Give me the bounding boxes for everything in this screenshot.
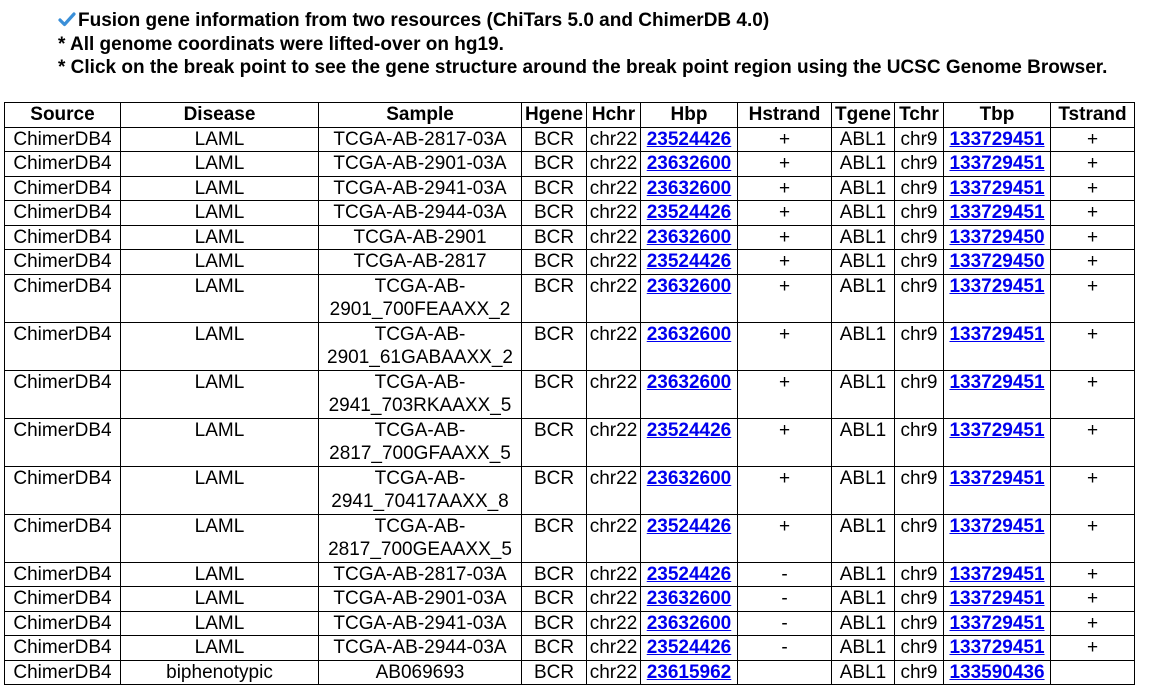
tbp-breakpoint-link[interactable]: 133729451 [949, 563, 1045, 585]
cell-tbp [944, 152, 1051, 177]
cell-hchr: chr22 [587, 466, 641, 514]
cell-hbp [641, 274, 738, 322]
cell-hstrand: + [738, 322, 832, 370]
cell-hstrand: + [738, 152, 832, 177]
cell-tstrand: + [1051, 274, 1135, 322]
table-row [5, 611, 1135, 636]
cell-tstrand: + [1051, 466, 1135, 514]
cell-hchr: chr22 [587, 176, 641, 201]
cell-hgene: BCR [522, 611, 587, 636]
cell-hgene: BCR [522, 466, 587, 514]
tbp-breakpoint-link[interactable]: 133729451 [949, 371, 1045, 393]
tbp-breakpoint-link[interactable]: 133729451 [949, 588, 1045, 609]
cell-sample: TCGA-AB-2901 [319, 225, 522, 250]
hbp-breakpoint-link[interactable]: 23524426 [646, 563, 732, 585]
cell-hchr: chr22 [587, 611, 641, 636]
hbp-breakpoint-link[interactable]: 23632600 [646, 177, 732, 199]
hbp-breakpoint-link[interactable]: 23615962 [646, 661, 732, 683]
cell-tstrand: + [1051, 225, 1135, 250]
tbp-breakpoint-link[interactable]: 133729451 [949, 515, 1045, 537]
cell-tchr: chr9 [895, 466, 944, 514]
cell-hstrand: + [738, 127, 832, 152]
cell-tstrand: + [1051, 562, 1135, 587]
fusion-table-body [5, 127, 1135, 685]
cell-tgene: ABL1 [832, 562, 895, 587]
cell-disease: LAML [121, 176, 319, 201]
cell-source: ChimerDB4 [5, 250, 121, 275]
col-header-tstrand: Tstrand [1051, 103, 1135, 128]
cell-hgene: BCR [522, 201, 587, 226]
hbp-breakpoint-link[interactable]: 23524426 [646, 251, 732, 272]
cell-tgene: ABL1 [832, 201, 895, 226]
col-header-tgene: Tgene [832, 103, 895, 128]
cell-tchr: chr9 [895, 322, 944, 370]
table-row [5, 274, 1135, 322]
table-row [5, 201, 1135, 226]
cell-tgene: ABL1 [832, 370, 895, 418]
cell-disease: LAML [121, 636, 319, 661]
cell-hbp [641, 660, 738, 685]
cell-tstrand: + [1051, 176, 1135, 201]
cell-hstrand: + [738, 250, 832, 275]
hbp-breakpoint-link[interactable]: 23524426 [646, 128, 732, 150]
cell-disease: LAML [121, 611, 319, 636]
cell-hgene: BCR [522, 418, 587, 466]
cell-tgene: ABL1 [832, 274, 895, 322]
cell-tbp [944, 250, 1051, 275]
cell-sample: TCGA-AB- 2817_700GEAAXX_5 [319, 514, 522, 562]
hbp-breakpoint-link[interactable]: 23524426 [646, 419, 732, 441]
header-row [5, 103, 1135, 128]
cell-sample: TCGA-AB-2941-03A [319, 611, 522, 636]
cell-disease: LAML [121, 418, 319, 466]
table-row [5, 127, 1135, 152]
cell-source: ChimerDB4 [5, 176, 121, 201]
cell-hchr: chr22 [587, 562, 641, 587]
cell-source: ChimerDB4 [5, 562, 121, 587]
cell-tgene: ABL1 [832, 322, 895, 370]
cell-source: ChimerDB4 [5, 152, 121, 177]
cell-hchr: chr22 [587, 636, 641, 661]
cell-hchr: chr22 [587, 587, 641, 612]
cell-tchr: chr9 [895, 587, 944, 612]
cell-sample: TCGA-AB- 2901_700FEAAXX_2 [319, 274, 522, 322]
cell-tstrand: + [1051, 201, 1135, 226]
cell-hchr: chr22 [587, 418, 641, 466]
cell-hgene: BCR [522, 660, 587, 685]
cell-tstrand: + [1051, 127, 1135, 152]
tbp-breakpoint-link[interactable]: 133729451 [949, 467, 1045, 489]
cell-hstrand: - [738, 562, 832, 587]
cell-tbp [944, 201, 1051, 226]
cell-disease: LAML [121, 562, 319, 587]
cell-tchr: chr9 [895, 250, 944, 275]
col-header-hgene: Hgene [522, 103, 587, 128]
cell-hbp [641, 370, 738, 418]
header-line-1 [58, 9, 1138, 33]
cell-hstrand: + [738, 176, 832, 201]
cell-hstrand: + [738, 514, 832, 562]
cell-hstrand: + [738, 418, 832, 466]
cell-sample: TCGA-AB- 2941_70417AAXX_8 [319, 466, 522, 514]
cell-tbp [944, 176, 1051, 201]
hbp-breakpoint-link[interactable]: 23524426 [646, 515, 732, 537]
cell-sample: TCGA-AB- 2817_700GFAAXX_5 [319, 418, 522, 466]
cell-hstrand [738, 660, 832, 685]
cell-tchr: chr9 [895, 152, 944, 177]
cell-source: ChimerDB4 [5, 225, 121, 250]
cell-tchr: chr9 [895, 660, 944, 685]
cell-source: ChimerDB4 [5, 636, 121, 661]
cell-hstrand: + [738, 201, 832, 226]
table-row [5, 466, 1135, 514]
header-line-2: * All genome coordinats were lifted-over on hg19. [58, 33, 504, 55]
cell-hbp [641, 127, 738, 152]
cell-tstrand: + [1051, 322, 1135, 370]
cell-tstrand: + [1051, 250, 1135, 275]
cell-tbp [944, 562, 1051, 587]
tbp-breakpoint-link[interactable]: 133729451 [949, 128, 1045, 150]
cell-hchr: chr22 [587, 152, 641, 177]
table-row [5, 636, 1135, 661]
fusion-table [4, 102, 1135, 685]
cell-source: ChimerDB4 [5, 322, 121, 370]
cell-hstrand: + [738, 370, 832, 418]
tbp-breakpoint-link[interactable]: 133590436 [949, 661, 1045, 683]
col-header-tbp: Tbp [944, 103, 1051, 128]
hbp-breakpoint-link[interactable]: 23524426 [646, 202, 732, 223]
table-row [5, 370, 1135, 418]
cell-sample: TCGA-AB-2941-03A [319, 176, 522, 201]
cell-sample: AB069693 [319, 660, 522, 685]
cell-hbp [641, 250, 738, 275]
cell-tgene: ABL1 [832, 176, 895, 201]
cell-source: ChimerDB4 [5, 514, 121, 562]
hbp-breakpoint-link[interactable]: 23632600 [646, 323, 732, 345]
cell-hstrand: + [738, 274, 832, 322]
cell-tbp [944, 514, 1051, 562]
cell-tbp [944, 611, 1051, 636]
cell-hchr: chr22 [587, 201, 641, 226]
cell-hbp [641, 225, 738, 250]
check-icon [58, 11, 76, 27]
cell-tbp [944, 127, 1051, 152]
cell-disease: LAML [121, 587, 319, 612]
cell-source: ChimerDB4 [5, 127, 121, 152]
tbp-breakpoint-link[interactable]: 133729451 [949, 612, 1045, 634]
hbp-breakpoint-link[interactable]: 23524426 [646, 637, 732, 658]
cell-hgene: BCR [522, 127, 587, 152]
cell-source: ChimerDB4 [5, 418, 121, 466]
cell-sample: TCGA-AB- 2941_703RKAAXX_5 [319, 370, 522, 418]
cell-tstrand: + [1051, 587, 1135, 612]
cell-hgene: BCR [522, 587, 587, 612]
header-title: Fusion gene information from two resources (ChiTars 5.0 and ChimerDB 4.0) [78, 10, 770, 31]
col-header-hbp: Hbp [641, 103, 738, 128]
cell-tgene: ABL1 [832, 636, 895, 661]
cell-disease: LAML [121, 466, 319, 514]
table-row [5, 152, 1135, 177]
cell-source: ChimerDB4 [5, 660, 121, 685]
cell-hbp [641, 611, 738, 636]
cell-tchr: chr9 [895, 201, 944, 226]
cell-hbp [641, 636, 738, 661]
cell-hbp [641, 418, 738, 466]
table-row [5, 322, 1135, 370]
table-row [5, 562, 1135, 587]
cell-tchr: chr9 [895, 176, 944, 201]
cell-sample: TCGA-AB-2817-03A [319, 562, 522, 587]
cell-tchr: chr9 [895, 418, 944, 466]
cell-tbp [944, 274, 1051, 322]
cell-tchr: chr9 [895, 274, 944, 322]
cell-hgene: BCR [522, 250, 587, 275]
page-header [58, 9, 1138, 80]
cell-disease: biphenotypic [121, 660, 319, 685]
col-header-source: Source [5, 103, 121, 128]
cell-disease: LAML [121, 322, 319, 370]
cell-tgene: ABL1 [832, 514, 895, 562]
tbp-breakpoint-link[interactable]: 133729451 [949, 153, 1045, 174]
cell-hbp [641, 322, 738, 370]
table-row [5, 250, 1135, 275]
tbp-breakpoint-link[interactable]: 133729451 [949, 202, 1045, 223]
cell-hgene: BCR [522, 322, 587, 370]
cell-tbp [944, 636, 1051, 661]
hbp-breakpoint-link[interactable]: 23632600 [646, 275, 732, 297]
table-row [5, 660, 1135, 685]
table-row [5, 587, 1135, 612]
cell-tgene: ABL1 [832, 127, 895, 152]
cell-tchr: chr9 [895, 562, 944, 587]
cell-tstrand: + [1051, 418, 1135, 466]
cell-hbp [641, 176, 738, 201]
table-row [5, 418, 1135, 466]
cell-tgene: ABL1 [832, 660, 895, 685]
cell-tbp [944, 322, 1051, 370]
cell-sample: TCGA-AB-2944-03A [319, 201, 522, 226]
tbp-breakpoint-link[interactable]: 133729451 [949, 419, 1045, 441]
cell-hstrand: - [738, 587, 832, 612]
cell-hgene: BCR [522, 225, 587, 250]
col-header-disease: Disease [121, 103, 319, 128]
col-header-hchr: Hchr [587, 103, 641, 128]
cell-hchr: chr22 [587, 370, 641, 418]
cell-hgene: BCR [522, 636, 587, 661]
cell-disease: LAML [121, 514, 319, 562]
cell-tgene: ABL1 [832, 152, 895, 177]
cell-source: ChimerDB4 [5, 611, 121, 636]
cell-tgene: ABL1 [832, 466, 895, 514]
cell-hchr: chr22 [587, 322, 641, 370]
cell-tstrand: + [1051, 636, 1135, 661]
cell-tstrand [1051, 660, 1135, 685]
hbp-breakpoint-link[interactable]: 23632600 [646, 467, 732, 489]
cell-source: ChimerDB4 [5, 274, 121, 322]
cell-hstrand: - [738, 611, 832, 636]
cell-tbp [944, 370, 1051, 418]
cell-hbp [641, 562, 738, 587]
table-row [5, 176, 1135, 201]
cell-tbp [944, 466, 1051, 514]
cell-disease: LAML [121, 152, 319, 177]
cell-tbp [944, 418, 1051, 466]
cell-hstrand: + [738, 466, 832, 514]
cell-sample: TCGA-AB-2817-03A [319, 127, 522, 152]
cell-disease: LAML [121, 250, 319, 275]
cell-hgene: BCR [522, 514, 587, 562]
cell-hbp [641, 514, 738, 562]
cell-source: ChimerDB4 [5, 370, 121, 418]
cell-tgene: ABL1 [832, 587, 895, 612]
cell-hstrand: + [738, 225, 832, 250]
table-row [5, 514, 1135, 562]
cell-tstrand: + [1051, 611, 1135, 636]
cell-tgene: ABL1 [832, 225, 895, 250]
cell-source: ChimerDB4 [5, 587, 121, 612]
cell-hchr: chr22 [587, 274, 641, 322]
cell-tstrand: + [1051, 370, 1135, 418]
cell-tgene: ABL1 [832, 250, 895, 275]
hbp-breakpoint-link[interactable]: 23632600 [646, 371, 732, 393]
tbp-breakpoint-link[interactable]: 133729451 [949, 177, 1045, 199]
hbp-breakpoint-link[interactable]: 23632600 [646, 612, 732, 634]
cell-disease: LAML [121, 127, 319, 152]
tbp-breakpoint-link[interactable]: 133729450 [949, 251, 1045, 272]
cell-tstrand: + [1051, 514, 1135, 562]
fusion-table-head [5, 103, 1135, 128]
cell-tstrand: + [1051, 152, 1135, 177]
cell-sample: TCGA-AB-2901-03A [319, 152, 522, 177]
cell-sample: TCGA-AB- 2901_61GABAAXX_2 [319, 322, 522, 370]
cell-hchr: chr22 [587, 250, 641, 275]
cell-hbp [641, 587, 738, 612]
cell-hbp [641, 201, 738, 226]
cell-sample: TCGA-AB-2817 [319, 250, 522, 275]
cell-hstrand: - [738, 636, 832, 661]
col-header-sample: Sample [319, 103, 522, 128]
hbp-breakpoint-link[interactable]: 23632600 [646, 153, 732, 174]
cell-hchr: chr22 [587, 127, 641, 152]
cell-source: ChimerDB4 [5, 201, 121, 226]
cell-hchr: chr22 [587, 225, 641, 250]
col-header-hstrand: Hstrand [738, 103, 832, 128]
cell-hgene: BCR [522, 152, 587, 177]
cell-sample: TCGA-AB-2944-03A [319, 636, 522, 661]
hbp-breakpoint-link[interactable]: 23632600 [646, 588, 732, 609]
cell-tchr: chr9 [895, 370, 944, 418]
cell-tgene: ABL1 [832, 418, 895, 466]
cell-disease: LAML [121, 274, 319, 322]
tbp-breakpoint-link[interactable]: 133729451 [949, 275, 1045, 297]
cell-hgene: BCR [522, 176, 587, 201]
cell-hgene: BCR [522, 370, 587, 418]
cell-source: ChimerDB4 [5, 466, 121, 514]
cell-tchr: chr9 [895, 611, 944, 636]
cell-tchr: chr9 [895, 127, 944, 152]
cell-tchr: chr9 [895, 636, 944, 661]
cell-disease: LAML [121, 201, 319, 226]
cell-hchr: chr22 [587, 660, 641, 685]
tbp-breakpoint-link[interactable]: 133729451 [949, 637, 1045, 658]
cell-hchr: chr22 [587, 514, 641, 562]
cell-tgene: ABL1 [832, 611, 895, 636]
cell-sample: TCGA-AB-2901-03A [319, 587, 522, 612]
tbp-breakpoint-link[interactable]: 133729451 [949, 323, 1045, 345]
cell-tbp [944, 225, 1051, 250]
header-line-3: * Click on the break point to see the gene structure around the break point region using the UCSC Genome Browser. [58, 57, 1108, 78]
cell-tchr: chr9 [895, 514, 944, 562]
cell-disease: LAML [121, 225, 319, 250]
tbp-breakpoint-link[interactable]: 133729450 [949, 226, 1045, 248]
hbp-breakpoint-link[interactable]: 23632600 [646, 226, 732, 248]
table-row [5, 225, 1135, 250]
cell-tchr: chr9 [895, 225, 944, 250]
cell-disease: LAML [121, 370, 319, 418]
cell-hgene: BCR [522, 274, 587, 322]
cell-tbp [944, 660, 1051, 685]
cell-hbp [641, 466, 738, 514]
col-header-tchr: Tchr [895, 103, 944, 128]
cell-hgene: BCR [522, 562, 587, 587]
cell-hbp [641, 152, 738, 177]
cell-tbp [944, 587, 1051, 612]
